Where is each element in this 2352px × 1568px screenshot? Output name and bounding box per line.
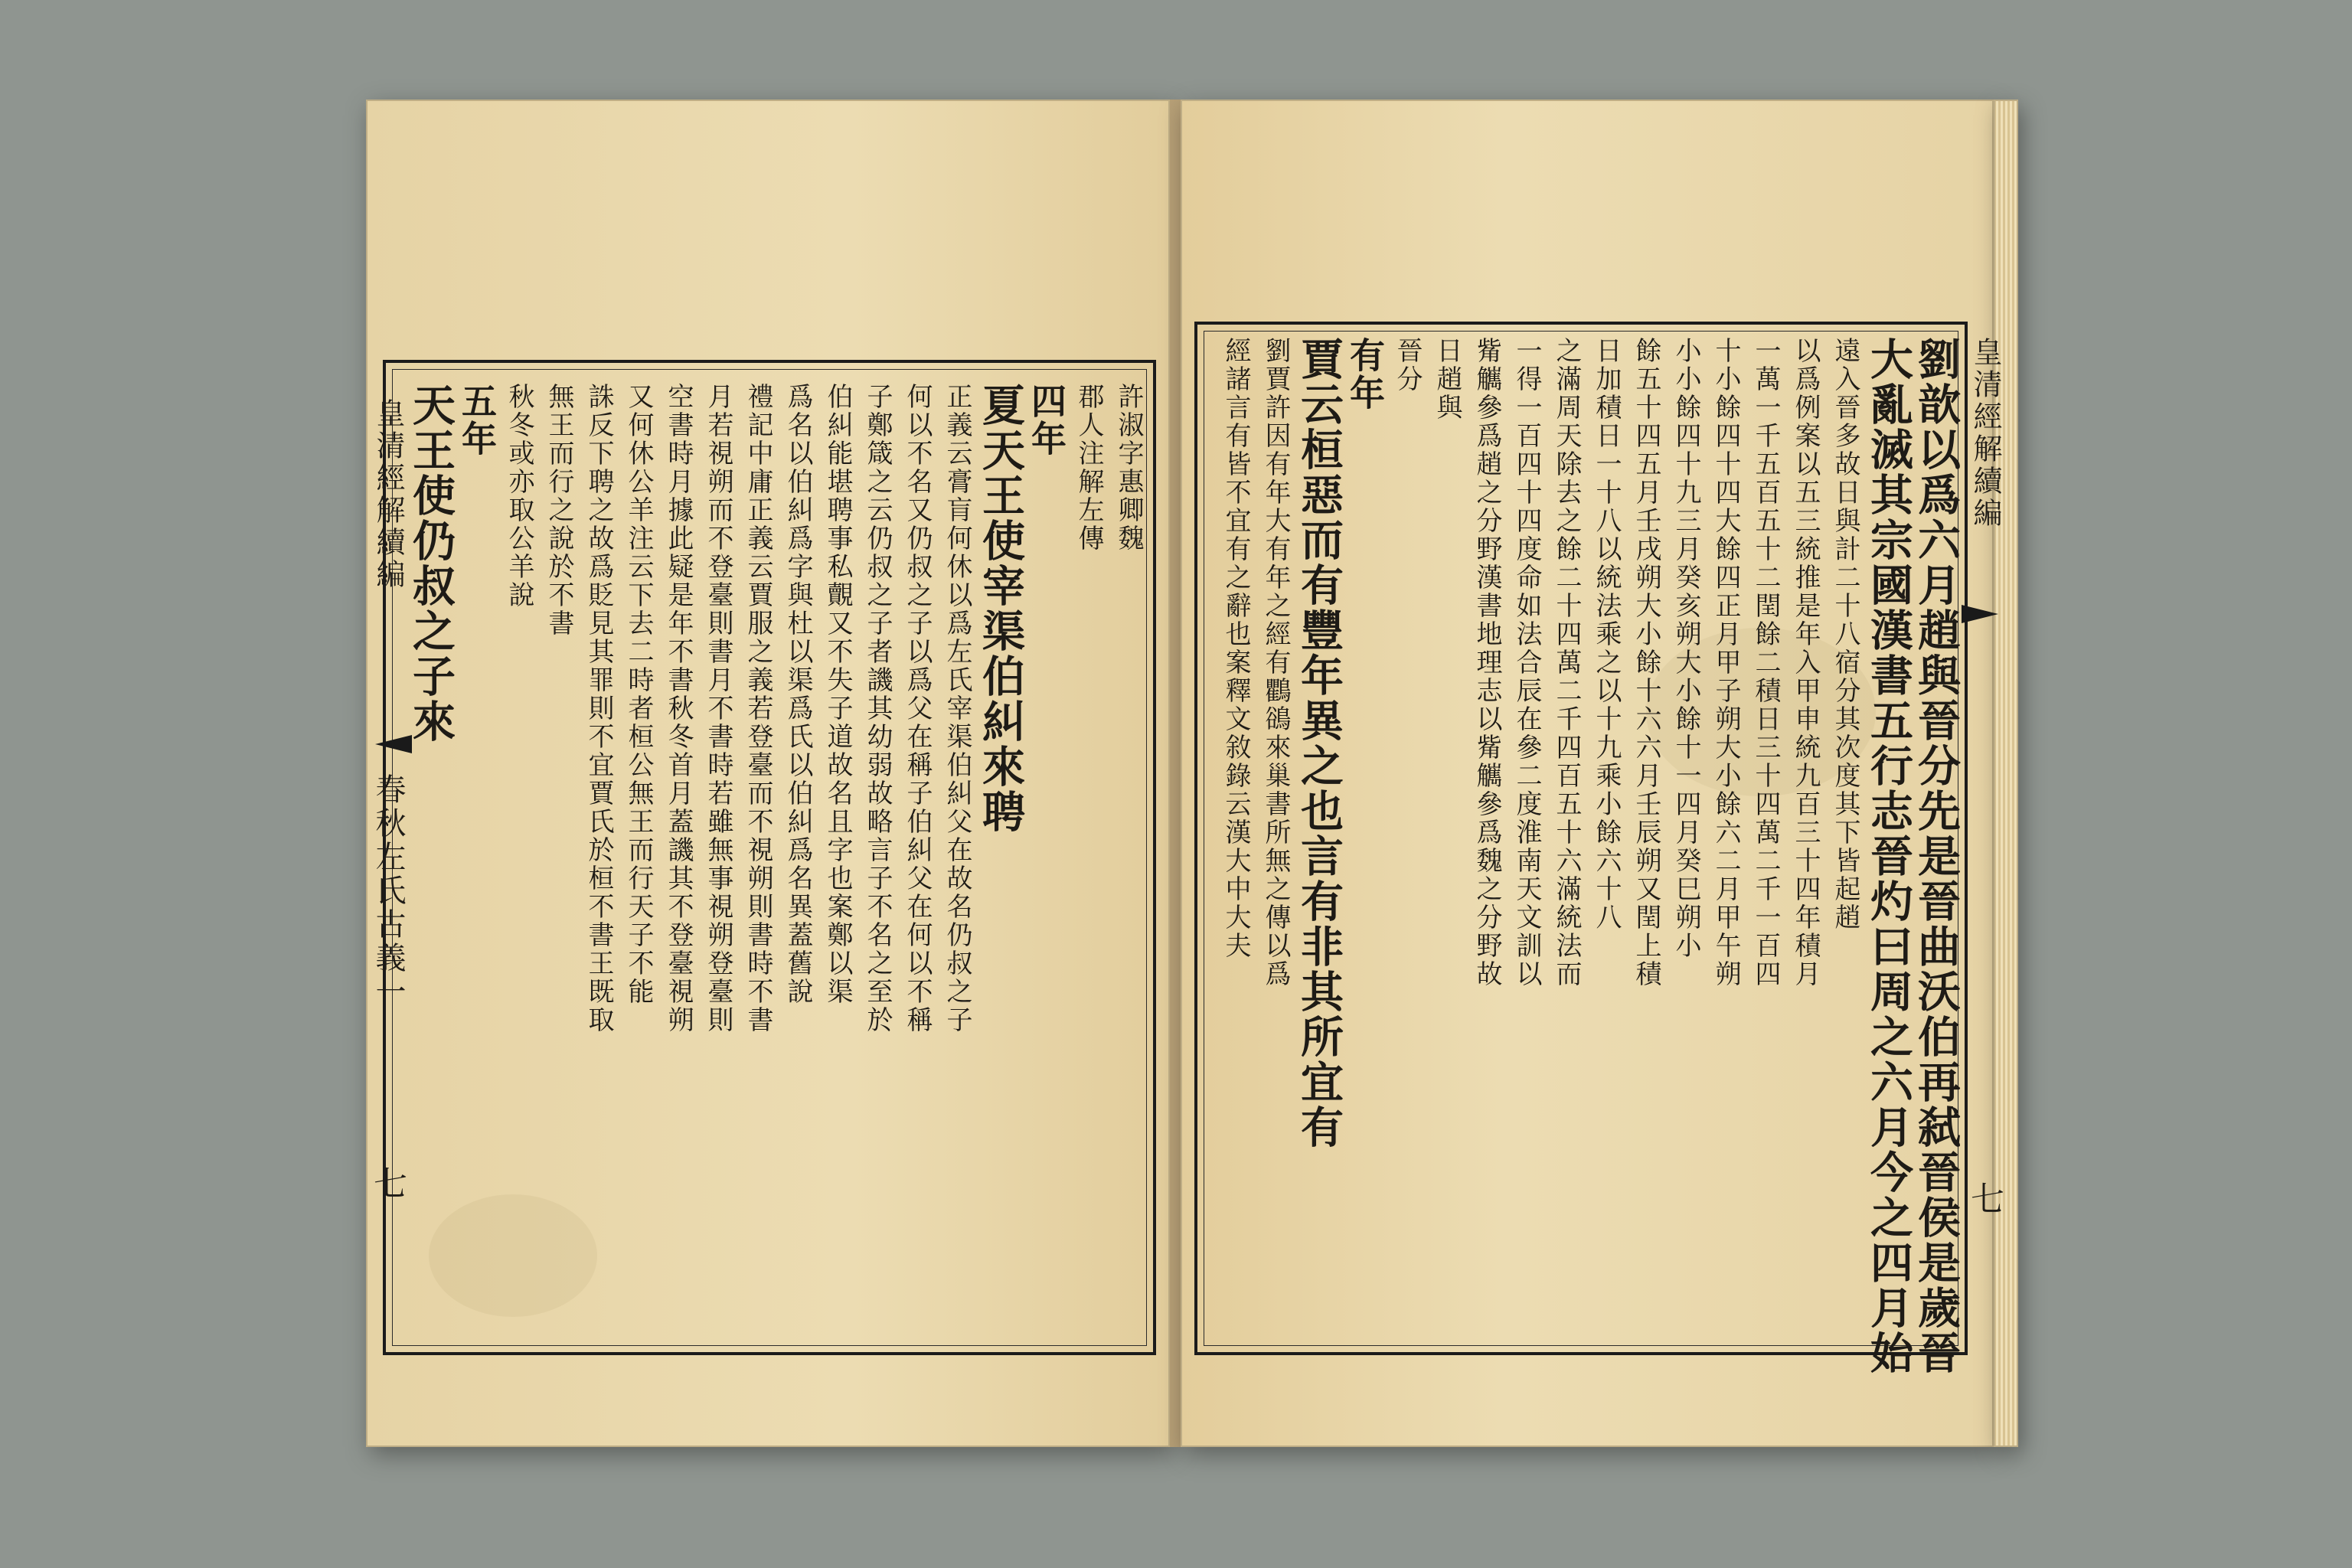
left-column: 無王而行之說於不書 (544, 383, 574, 638)
left-column: 伯糾能堪聘事私覿又不失子道故名且字也案鄭以渠 (822, 383, 853, 1006)
right-column: 之滿周天除去之餘二十四萬二千四百五十六滿統法而 (1551, 337, 1582, 988)
left-column: 秋冬或亦取公羊說 (504, 383, 534, 609)
right-text-columns (1210, 337, 1962, 1376)
right-column: 遠入晉多故日與計二十八宿分其次度其下皆起趙 (1830, 337, 1860, 932)
right-column: 劉歆以爲六月趙與晉分先是晉曲沃伯再弑晉侯是歲晉 (1911, 337, 1962, 1376)
left-column: 四年 (1026, 383, 1067, 458)
left-column: 爲名以伯糾爲字與杜以渠爲氏以伯糾爲名異蓋舊說 (782, 383, 813, 1006)
right-column: 賈云桓惡而有豐年異之也言有非其所宜有 (1294, 337, 1344, 1150)
left-text-columns (406, 383, 1148, 1332)
right-column: 有年 (1344, 337, 1386, 412)
left-column: 天王使仍叔之子來 (406, 383, 456, 744)
left-column: 月若視朔而不登臺則書月不書時若雖無事視朔登臺則 (703, 383, 733, 1034)
right-column: 經諸言有皆不宜有之辭也案釋文敘錄云漢大中大夫 (1220, 337, 1251, 960)
left-banner-title: 皇清經解續編 (371, 398, 405, 591)
right-column: 劉賈許因有年大有年之經有鸜鵒來巢書所無之傳以爲 (1260, 337, 1291, 988)
book-spine (1170, 100, 1181, 1447)
right-banner-title: 皇清經解續編 (1968, 337, 2002, 530)
left-column: 何以不名又仍叔之子以爲父在稱子伯糾父在何以不稱 (902, 383, 933, 1034)
right-column: 晉分 (1392, 337, 1423, 394)
left-column: 夏天王使宰渠伯糾來聘 (975, 383, 1026, 835)
left-column: 子鄭箴之云仍叔之子者譏其幼弱故略言子不名之至於 (862, 383, 893, 1034)
right-column: 大亂滅其宗國漢書五行志晉灼曰周之六月今之四月始 (1864, 337, 1914, 1376)
left-column: 禮記中庸正義云賈服之義若登臺而不視朔則書時不書 (743, 383, 773, 1034)
left-column: 誅反下聘之故爲貶見其罪則不宜賈氏於桓不書王既取 (583, 383, 614, 1034)
right-column: 日加積日一十八以統法乘之以十九乘小餘六十八 (1591, 337, 1622, 932)
right-column: 餘五十四五月壬戌朔大小餘十六六月壬辰朔又閏上積 (1631, 337, 1661, 988)
page-edges (1994, 100, 2018, 1447)
right-column: 一得一百四十四度命如法合辰在參二度淮南天文訓以 (1511, 337, 1542, 988)
right-column: 十小餘四十四大餘四正月甲子朔大小餘六二月甲午朔 (1710, 337, 1741, 988)
left-column: 正義云膏肓何休以爲左氏宰渠伯糾父在故名仍叔之子 (942, 383, 972, 1034)
right-column: 日趙與 (1432, 337, 1462, 422)
right-column: 小小餘四十九三月癸亥朔大小餘十一四月癸巳朔小 (1671, 337, 1701, 960)
left-column: 許淑字惠卿魏 (1113, 383, 1144, 553)
right-page-number: 七 (1971, 1180, 2004, 1219)
left-book-title: 春秋左氏古義一 (371, 773, 406, 1009)
left-page-number: 七 (374, 1165, 407, 1204)
right-column: 觜觽參爲趙之分野漢書地理志以觜觽參爲魏之分野故 (1472, 337, 1502, 988)
left-column: 空書時月據此疑是年不書秋冬首月蓋譏其不登臺視朔 (663, 383, 694, 1034)
left-column: 又何休公羊注云下去二時者桓公無王而行天子不能 (623, 383, 654, 1006)
right-column: 以爲例案以五三統推是年入甲申統九百三十四年積月 (1790, 337, 1821, 988)
right-column: 一萬一千五百五十二閏餘二積日三十四萬二千一百四 (1750, 337, 1781, 988)
left-column: 郡人注解左傳 (1073, 383, 1104, 553)
left-column: 五年 (456, 383, 498, 458)
